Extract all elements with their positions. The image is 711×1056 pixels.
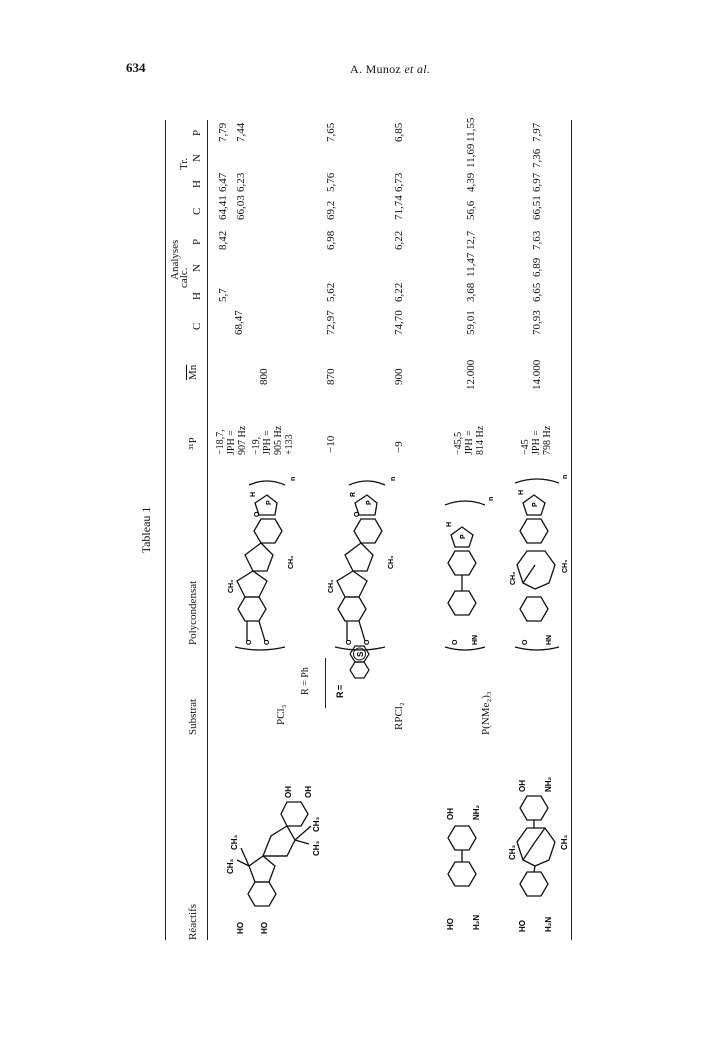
author-etal: et al.: [404, 62, 431, 76]
p31-row4: −9: [393, 441, 405, 453]
svg-text:P: P: [460, 534, 467, 539]
svg-text:=: =: [335, 684, 345, 690]
svg-text:NH₂: NH₂: [472, 804, 481, 820]
svg-text:CH₃: CH₃: [288, 555, 295, 569]
tr-p-row3: 7,65: [325, 122, 337, 142]
svg-text:O: O: [522, 639, 529, 645]
svg-text:H₂N: H₂N: [472, 914, 481, 930]
col-header-calc: calc.: [178, 267, 190, 288]
svg-text:CH₃: CH₃: [510, 571, 517, 585]
svg-text:R: R: [350, 491, 357, 497]
table-top-rule: [165, 120, 166, 940]
tr-c-row5: 56,6: [465, 200, 477, 220]
calc-c-row4: 74,70: [393, 310, 405, 335]
svg-text:O: O: [346, 639, 353, 645]
mn-row6: 14.000: [531, 359, 543, 390]
svg-text:S: S: [356, 651, 365, 657]
col-header-p31: ³¹P: [187, 437, 199, 450]
p31-row6-line3: 798 Hz: [542, 425, 553, 455]
svg-text:O: O: [246, 639, 253, 645]
table-caption: Tableau 1: [139, 506, 153, 554]
tr-c-row3: 69,2: [325, 200, 337, 220]
svg-text:CH₃: CH₃: [560, 834, 569, 850]
svg-text:HO: HO: [518, 920, 527, 932]
rotated-table: [135, 117, 575, 940]
calc-c-row1: 68,47: [233, 310, 245, 335]
calc-c-row5: 59,01: [465, 310, 477, 335]
calc-h-row6: 6,65: [531, 282, 543, 302]
tr-p-row6: 7,97: [531, 122, 543, 142]
p31-row3: −10: [325, 435, 337, 453]
svg-text:HO: HO: [260, 922, 269, 934]
polycondensat-structure-3: [435, 465, 495, 655]
tr-n-row5: 11,69: [465, 143, 477, 168]
svg-text:H: H: [446, 521, 453, 527]
svg-text:CH₃: CH₃: [230, 834, 239, 850]
col-header-calc-n: N: [191, 264, 203, 272]
p31-row5-line3: 814 Hz: [475, 425, 486, 455]
col-header-calc-h: H: [191, 292, 203, 300]
mn-row4: 900: [393, 368, 405, 385]
svg-text:CH₃: CH₃: [388, 555, 395, 569]
svg-text:NH₂: NH₂: [544, 776, 553, 792]
col-header-tr-c: C: [191, 207, 203, 215]
svg-text:H₂N: H₂N: [544, 916, 553, 932]
tr-c-row6: 66,51: [531, 195, 543, 220]
reactif-spirobiindane-structure: [215, 756, 355, 936]
calc-h-row3: 5,62: [325, 282, 337, 302]
p31-row1-line3: 907 Hz: [237, 425, 248, 455]
p31-row1-line1: −18,7,: [215, 429, 226, 455]
tr-n-row6: 7,36: [531, 148, 543, 168]
page-number: 634: [126, 60, 146, 75]
p31-row2-line4: +133: [284, 434, 295, 455]
svg-text:OH: OH: [304, 786, 313, 798]
calc-h-row4: 6,22: [393, 282, 405, 302]
svg-text:O: O: [254, 511, 261, 517]
reactif-adamantane-structure: [505, 756, 569, 936]
calc-p-row3: 6,98: [325, 230, 337, 250]
p31-row2-line2: JPH =: [262, 430, 273, 455]
svg-text:n: n: [562, 474, 569, 479]
tr-h-row4: 6,73: [393, 172, 405, 192]
p31-row5-line1: −45,5: [453, 431, 464, 455]
svg-text:O: O: [264, 639, 271, 645]
svg-text:CH₃: CH₃: [328, 579, 335, 593]
col-header-tr-h: H: [191, 180, 203, 188]
mn-row2: 800: [258, 368, 270, 385]
col-header-tr: Tr.: [178, 157, 190, 170]
p31-row1-line2: JPH =: [226, 430, 237, 455]
mn-row5: 12.000: [465, 359, 477, 390]
polycondensat-structure-2: [315, 465, 405, 655]
col-header-polycondensat: Polycondensat: [187, 580, 199, 645]
running-head: [350, 62, 430, 77]
col-header-tr-n: N: [191, 154, 203, 162]
table-header-rule: [207, 120, 208, 940]
svg-text:CH₃: CH₃: [312, 840, 321, 856]
svg-text:HO: HO: [236, 922, 245, 934]
table-bottom-rule: [571, 120, 572, 940]
calc-n-row6: 6,89: [531, 257, 543, 277]
svg-text:OH: OH: [446, 808, 455, 820]
calc-n-row5: 11,47: [465, 252, 477, 277]
svg-text:CH₃: CH₃: [312, 816, 321, 832]
svg-text:OH: OH: [284, 786, 293, 798]
col-header-substrat: Substrat: [187, 698, 199, 735]
author-name: A. Munoz: [350, 62, 402, 76]
svg-text:CH₃: CH₃: [562, 559, 569, 573]
tr-h-row6: 6,97: [531, 172, 543, 192]
calc-h-row1: 5,7: [217, 288, 229, 302]
col-header-analyses: Analyses: [169, 239, 181, 280]
tr-h-row5: 4,39: [465, 172, 477, 192]
svg-text:P: P: [366, 500, 373, 505]
col-header-mn: $\overline{Mn}$: [187, 364, 199, 380]
p31-row6-line1: −45: [520, 439, 531, 455]
tr-c-row2: 66,03: [235, 195, 247, 220]
tr-c-row4: 71,74: [393, 195, 405, 220]
tr-h-row2: 6,23: [235, 172, 247, 192]
svg-text:O: O: [364, 639, 371, 645]
calc-c-row6: 70,93: [531, 310, 543, 335]
tr-p-row1: 7,79: [217, 122, 229, 142]
substrat-pcl3: PCl₃: [275, 704, 287, 725]
p31-row2-line3: 905 Hz: [273, 425, 284, 455]
substituent-r-ph: R = Ph: [300, 667, 311, 695]
tr-p-row2: 7,44: [235, 122, 247, 142]
col-header-reactifs: Réactifs: [187, 903, 199, 940]
col-header-calc-p: P: [191, 238, 203, 245]
calc-c-row3: 72,97: [325, 310, 337, 335]
substrat-pnme2: P(NMe₂)₃: [480, 691, 492, 735]
svg-text:CH₃: CH₃: [508, 844, 517, 860]
polycondensat-structure-4: [505, 465, 569, 655]
reactif-biphenyl-diamine-diol-structure: [435, 756, 495, 936]
svg-text:H: H: [518, 489, 525, 495]
svg-text:CH₃: CH₃: [228, 579, 235, 593]
polycondensat-structure-1: [215, 465, 305, 655]
svg-text:O: O: [452, 639, 459, 645]
col-header-calc-c: C: [191, 322, 203, 330]
calc-p-row6: 7,63: [531, 230, 543, 250]
tr-c-row1: 64,41: [217, 195, 229, 220]
svg-text:O: O: [354, 511, 361, 517]
substituent-divider: [325, 658, 326, 708]
calc-p-row4: 6,22: [393, 230, 405, 250]
svg-text:P: P: [532, 502, 539, 507]
calc-p-row1: 8,42: [217, 230, 229, 250]
tr-h-row3: 5,76: [325, 172, 337, 192]
p31-row2-line1: −19,: [251, 436, 262, 455]
svg-text:OH: OH: [518, 780, 527, 792]
p31-row6-line2: JPH =: [531, 430, 542, 455]
svg-text:R: R: [335, 691, 345, 698]
svg-text:HO: HO: [446, 918, 455, 930]
calc-h-row5: 3,68: [465, 282, 477, 302]
p31-row5-line2: JPH =: [464, 430, 475, 455]
col-header-tr-p: P: [191, 129, 203, 136]
calc-p-row5: 12,7: [465, 230, 477, 250]
tr-p-row4: 6,85: [393, 122, 405, 142]
svg-text:n: n: [488, 496, 495, 501]
svg-text:HN: HN: [472, 634, 479, 645]
svg-text:P: P: [266, 500, 273, 505]
svg-text:CH₃: CH₃: [226, 858, 235, 874]
tr-h-row1: 6,47: [217, 172, 229, 192]
svg-text:H: H: [250, 491, 257, 497]
svg-text:n: n: [390, 476, 397, 481]
tr-p-row5: 11,55: [465, 117, 477, 142]
svg-text:n: n: [290, 476, 297, 481]
substrat-rpcl2: RPCl₂: [393, 702, 405, 730]
mn-row3: 870: [325, 368, 337, 385]
svg-text:HN: HN: [546, 634, 553, 645]
